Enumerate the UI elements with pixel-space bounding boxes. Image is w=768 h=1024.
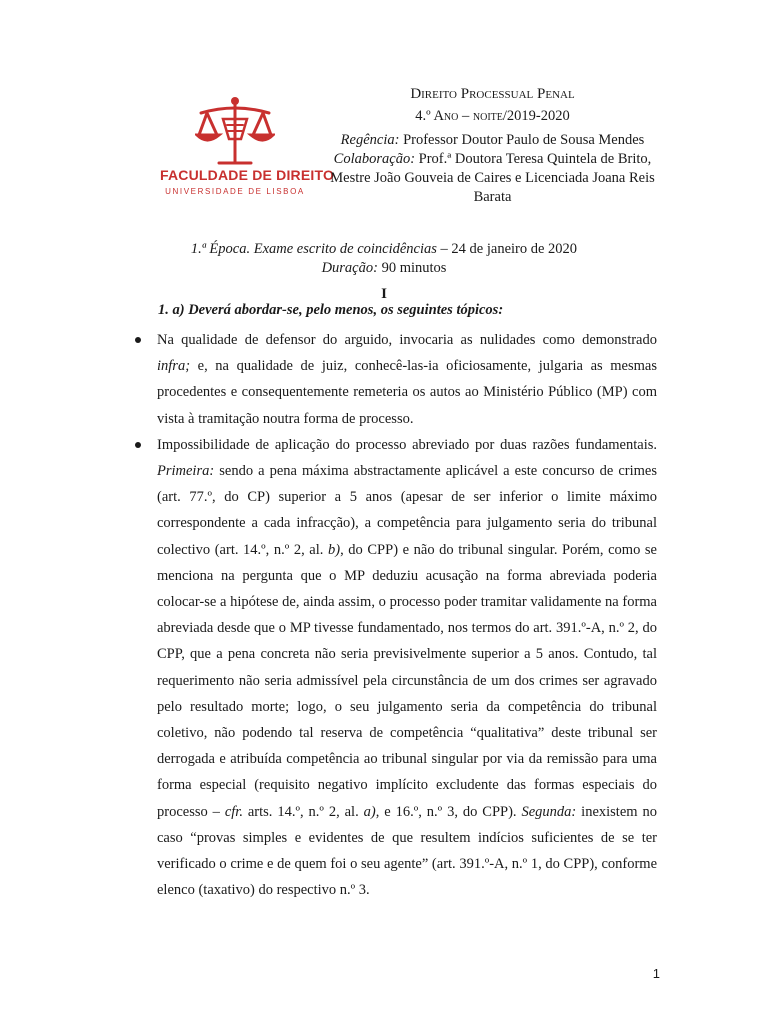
scales-of-justice-icon <box>195 95 275 167</box>
text-run: , e 16.º, n.º 3, do CPP). <box>375 803 522 820</box>
topic-text <box>157 432 657 904</box>
page-number: 1 <box>652 966 660 981</box>
topic-text <box>157 327 657 432</box>
text-run-italic: Primeira: <box>157 463 215 480</box>
text-run: Impossibilidade de aplicação do processo abreviado por duas razões fundamentais. <box>157 436 657 453</box>
text-run: e, na qualidade de juiz, conhecê-las-ia oficiosamente, julgaria as mesmas procedentes e consequentemente remeteria os autos ao Ministério Público (MP) com vista à tramitação noutra forma de processo. <box>157 358 657 427</box>
logo-subtitle: UNIVERSIDADE DE LISBOA <box>165 187 305 196</box>
regencia-label: Regência: <box>340 132 400 148</box>
list-item <box>135 432 657 904</box>
colaboracao-names: Prof.ª Doutora Teresa Quintela de Brito, Mestre João Gouveia de Caires e Licenciada Joana Reis Barata <box>330 151 655 205</box>
section-heading: I <box>381 286 387 302</box>
faculty-logo <box>160 95 335 205</box>
duration-value: 90 minutos <box>377 260 447 276</box>
text-run-italic: Segunda: <box>521 803 577 820</box>
bullet-icon <box>135 337 141 343</box>
bullet-icon <box>135 442 141 448</box>
course-title: Direito Processual Penal <box>410 86 575 102</box>
list-item <box>135 327 657 432</box>
duration-label: Duração: <box>321 260 378 276</box>
text-run: Na qualidade de defensor do arguido, invocaria as nulidades como demonstrado <box>157 332 657 348</box>
text-run: sendo a pena máxima abstractamente aplicável a este concurso de crimes (art. 77.º, do CP) superior a 5 anos (apesar de ser inferior o limite máximo correspondente a cada infracção), a competência para julgamento seria do tribunal colectivo (art. 14.º, n.º 2, al. <box>157 463 657 558</box>
text-run: , do CPP) e não do tribunal singular. Porém, como se menciona na pergunta que o MP deduziu acusação na forma abreviada poderia colocar-se a hipótese de, ainda assim, o processo poder tramitar validamente na forma abreviada desde que o MP tivesse fundamentado, nos termos do art. 391.º-A, n.º 2, do CPP, que a pena concreta não seria previsivelmente superior a 5 anos. Contudo, tal requerimento não seria admissível pela circunstância de um dos crimes ser agravado pelo resultado morte; logo, o seu julgamento seria da competência do tribunal coletivo, não podendo tal reserva de competência “qualitativa” deste tribunal ser derrogada e atribuída competência ao tribunal singular por via da remissão para uma forma especial (requisito negativo implícito excludente das formas especiais do processo – <box>157 541 657 820</box>
colaboracao-label: Colaboração: <box>333 151 416 167</box>
regencia-name: Professor Doutor Paulo de Sousa Mendes <box>403 132 645 148</box>
text-run-italic: b) <box>328 541 341 558</box>
text-run-italic: a) <box>363 803 376 820</box>
logo-title: FACULDADE DE DIREITO <box>160 167 335 183</box>
faculty-staff <box>330 131 655 207</box>
text-run: inexistem no caso “provas simples e evidentes de que resultem indícios suficientes de se ter verificado o crime e de quem foi o seu agente” (art. 391.º-A, n.º 1, do CPP), conforme elenco (taxativo) do respectivo n.º 3. <box>157 803 657 899</box>
exam-date: – 24 de janeiro de 2020 <box>436 241 578 257</box>
text-run: arts. 14.º, n.º 2, al. <box>242 803 364 820</box>
document-header <box>330 85 655 207</box>
exam-type: 1.ª Época. Exame escrito de coincidências <box>190 241 437 257</box>
text-run-italic: infra; <box>157 358 191 375</box>
question-heading: 1. a) Deverá abordar-se, pelo menos, os seguintes tópicos: <box>158 302 504 318</box>
exam-info <box>120 240 648 278</box>
text-run-italic: cfr. <box>224 803 243 820</box>
course-year: 4.º Ano – noite/2019-2020 <box>415 108 570 124</box>
answer-topics <box>135 327 657 903</box>
